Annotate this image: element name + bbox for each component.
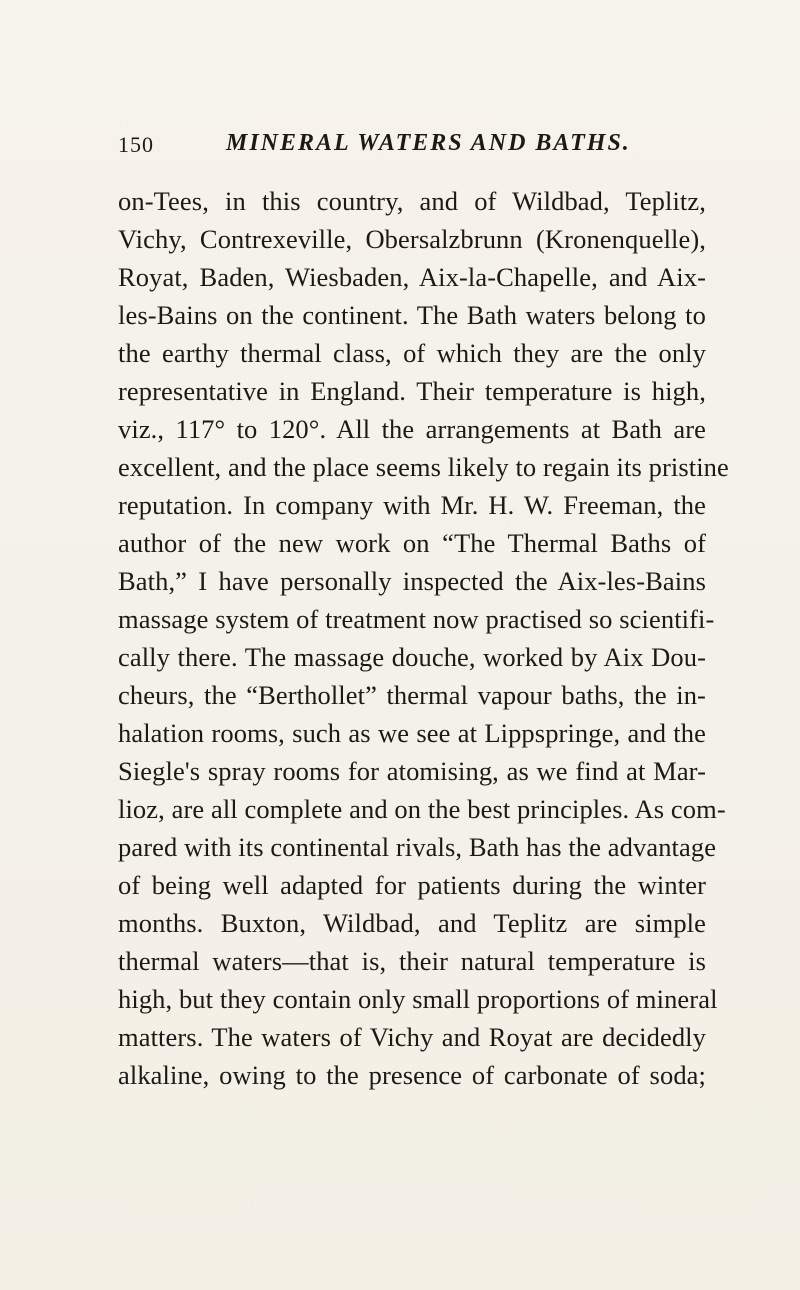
text-line: Royat, Baden, Wiesbaden, Aix-la-Chapelle, and Aix- [118, 262, 706, 292]
text-line: massage system of treatment now practised so scientifi- [118, 604, 715, 634]
text-line: on-Tees, in this country, and of Wildbad, Teplitz, [118, 186, 706, 216]
text-line: months. Buxton, Wildbad, and Teplitz are simple [118, 908, 706, 938]
text-line: the earthy thermal class, of which they are the only [118, 338, 706, 368]
text-line: halation rooms, such as we see at Lippspringe, and the [118, 718, 706, 748]
text-line: alkaline, owing to the presence of carbonate of soda; [118, 1060, 706, 1090]
text-line: cally there. The massage douche, worked by Aix Dou- [118, 642, 706, 672]
text-line: author of the new work on “The Thermal Baths of [118, 528, 706, 558]
text-line: high, but they contain only small proportions of mineral [118, 984, 718, 1014]
text-line: lioz, are all complete and on the best principles. As com- [118, 794, 726, 824]
running-head: MINERAL WATERS AND BATHS. [226, 130, 631, 156]
text-line: of being well adapted for patients during the winter [118, 870, 706, 900]
text-line: matters. The waters of Vichy and Royat are decidedly [118, 1022, 706, 1052]
body-text [118, 182, 729, 1094]
text-line: Bath,” I have personally inspected the Aix-les-Bains [118, 566, 706, 596]
text-line: pared with its continental rivals, Bath has the advantage [118, 832, 717, 862]
text-line: reputation. In company with Mr. H. W. Freeman, the [118, 490, 706, 520]
text-line: les-Bains on the continent. The Bath waters belong to [118, 300, 706, 330]
page-number: 150 [118, 132, 154, 157]
text-line: thermal waters—that is, their natural temperature is [118, 946, 706, 976]
text-line: representative in England. Their temperature is high, [118, 376, 706, 406]
text-line: Siegle's spray rooms for atomising, as we find at Mar- [118, 756, 706, 786]
text-line: excellent, and the place seems likely to regain its pristine [118, 452, 729, 482]
text-line: cheurs, the “Berthollet” thermal vapour baths, the in- [118, 680, 706, 710]
page-header [118, 130, 638, 170]
text-line: Vichy, Contrexeville, Obersalzbrunn (Kronenquelle), [118, 224, 706, 254]
text-line: viz., 117° to 120°. All the arrangements at Bath are [118, 414, 706, 444]
